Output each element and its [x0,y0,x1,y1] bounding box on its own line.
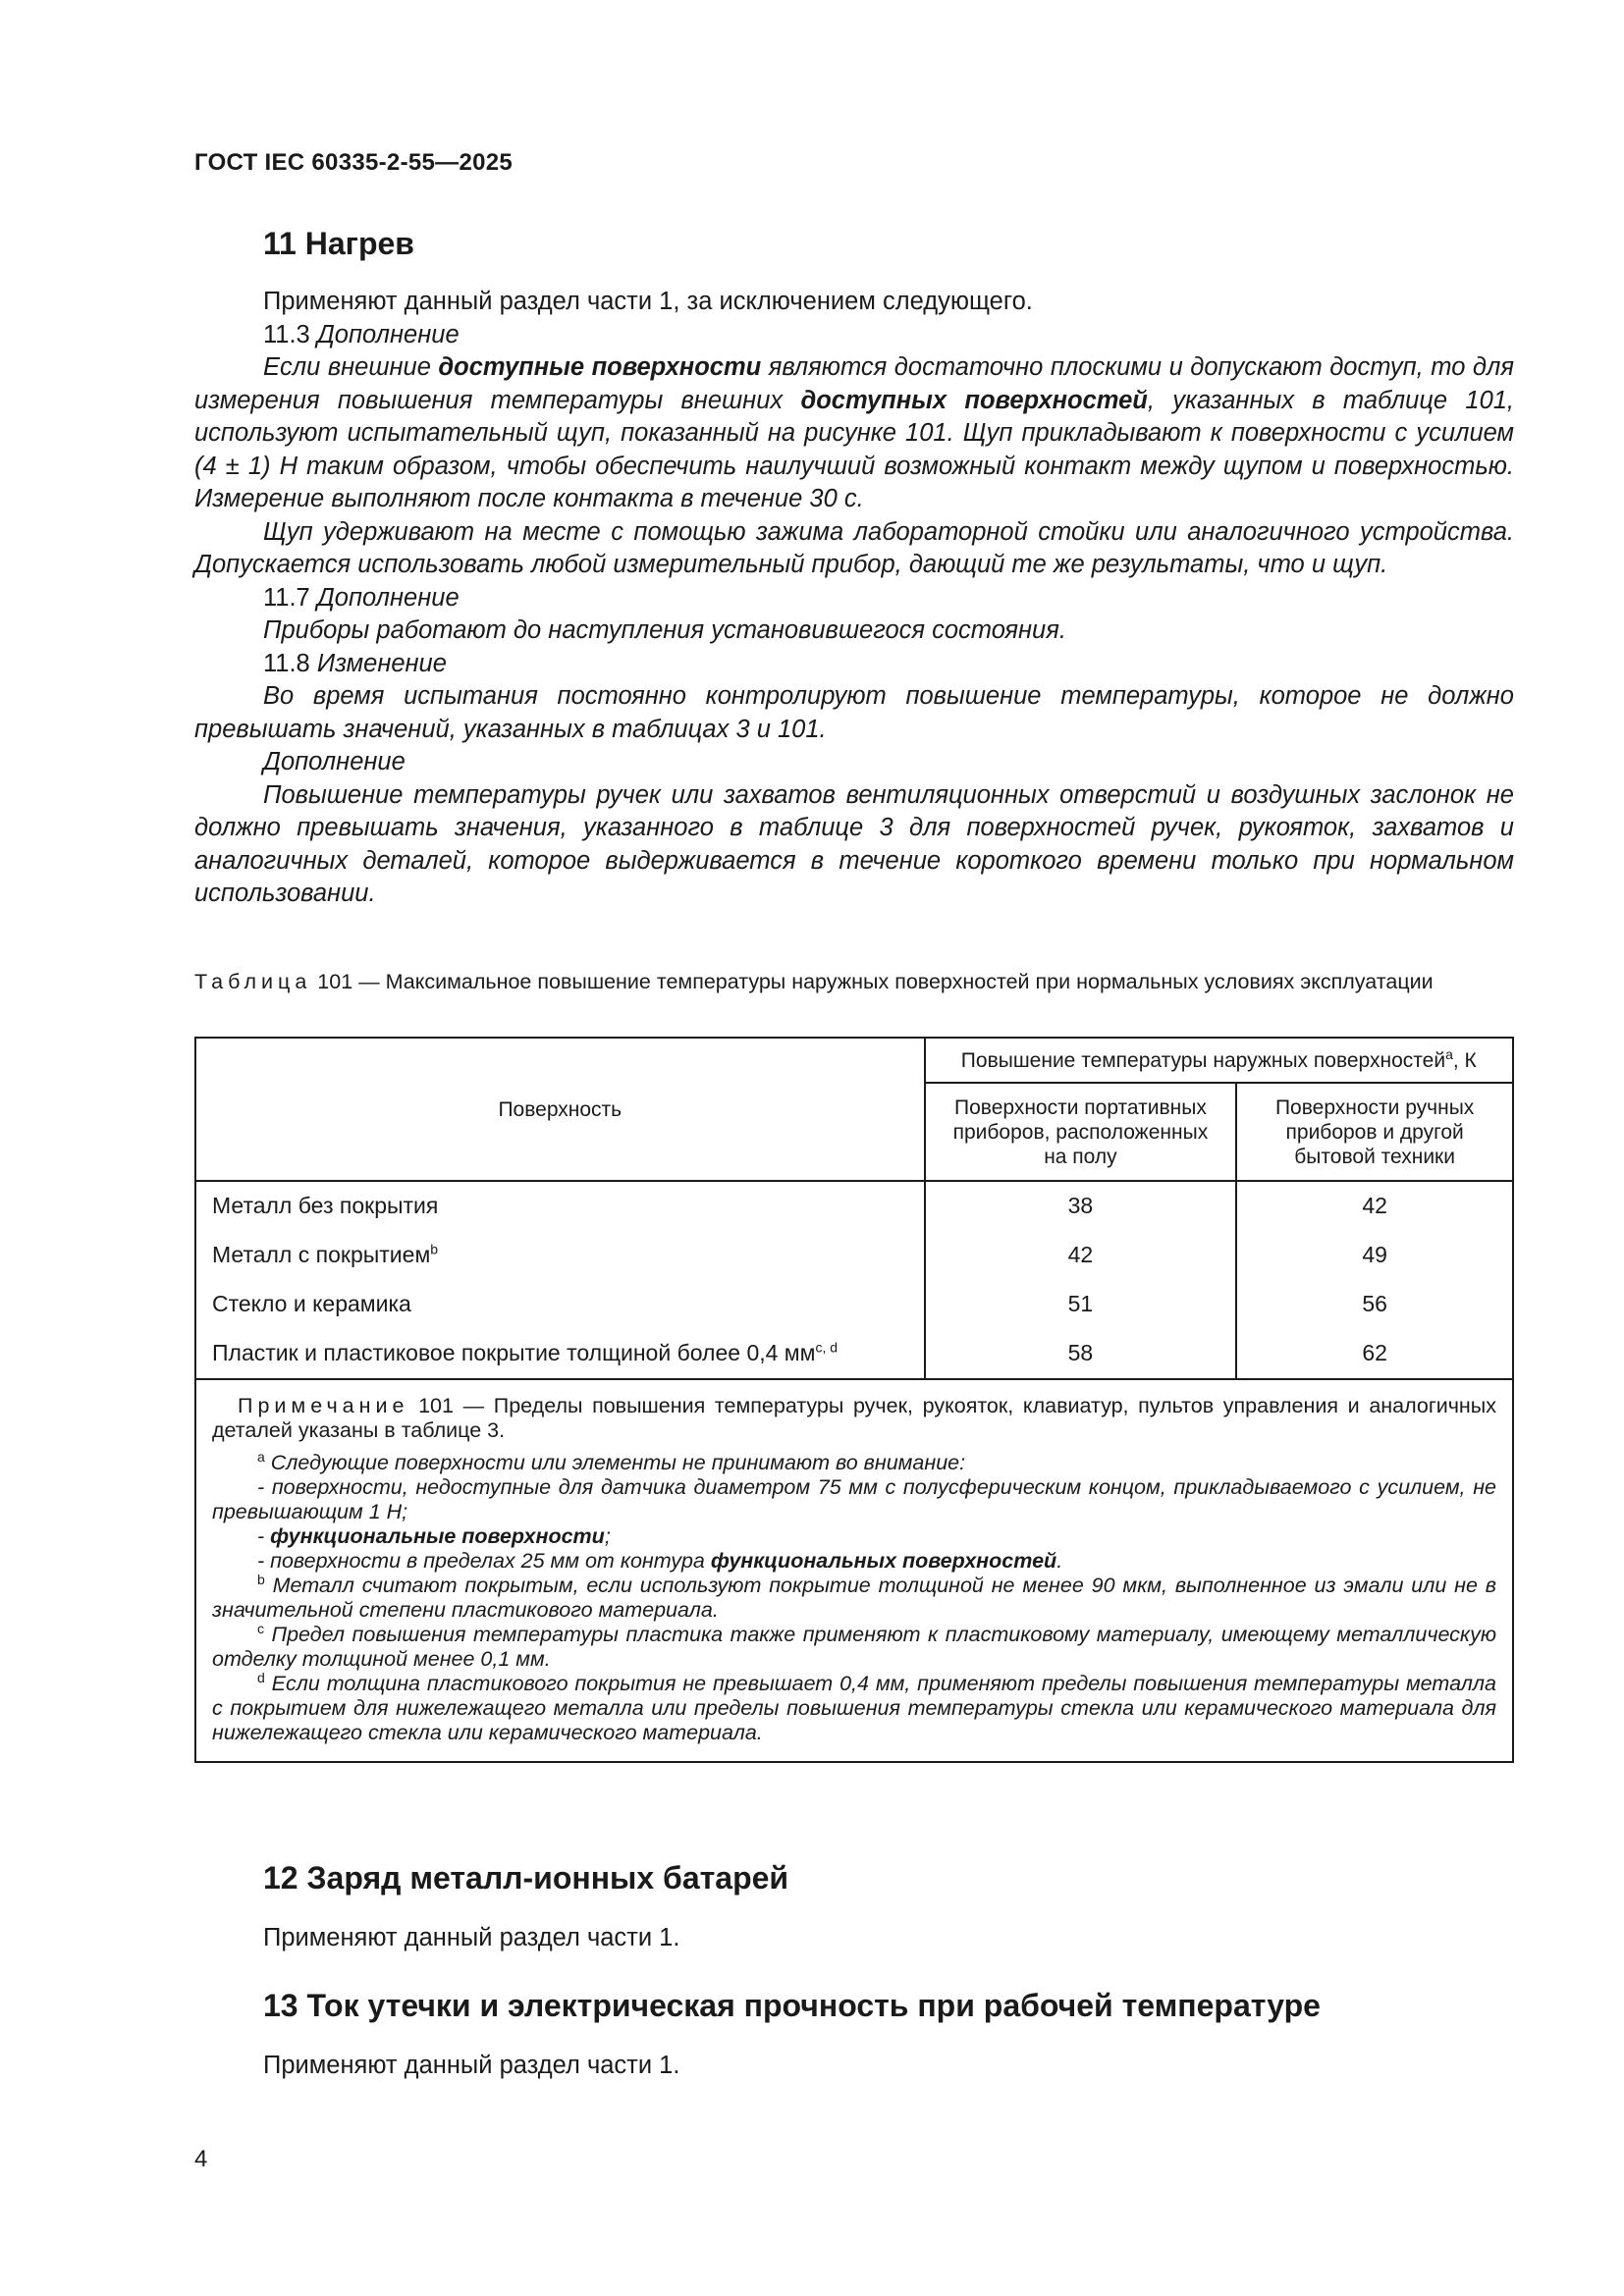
footnote-b: $^b$ Металл считают покрытым, если используют покрытие толщиной не менее 90 мкм, выполненное из эмали или не в значительной степени пластикового материала. [212,1571,1496,1622]
page-number: 4 [194,2146,208,2172]
table-row: Металл с покрытием$^b$ 42 49 [195,1230,1513,1279]
table-note-101: Примечание 101 — Пределы повышения температуры ручек, рукояток, клавиатур, пультов управления и аналогичных деталей указаны в таблице 3. [212,1394,1496,1442]
table-header-floor-appliances: Поверхности портативных приборов, расположенных на полу [925,1083,1237,1181]
section-12 [194,1860,1514,1896]
table-header-group: Повышение температуры наружных поверхностей$^a$, К [925,1038,1513,1083]
clause-11-7-text: Приборы работают до наступления установившегося состояния. [263,616,1066,644]
section-13 [194,1988,1514,2024]
footnote-c: $^c$ Предел повышения температуры пластика также применяют к пластиковому материалу, имеющему металлическую отделку толщиной менее 0,1 мм. [212,1620,1496,1671]
table-row: Стекло и керамика 51 56 [195,1279,1513,1328]
footnote-a-item-3: - поверхности в пределах 25 мм от контура функциональных поверхностей. [257,1549,1063,1573]
clause-11-3-paragraph-1: Если внешние доступные поверхности являются достаточно плоскими и допускают доступ, то для измерения повышения температуры внешних доступных поверхностей, указанных в таблице 101, используют испытательный щуп, показанный на рисунке 101. Щуп прикладывают к поверхности с усилием (4 ± 1) Н таким образом, чтобы обеспечить наилучший возможный контакт между щупом и поверхностью. Измерение выполняют после контакта в течение 30 с. [194,353,1515,512]
footnote-a-item-2: - функциональные поверхности; [257,1524,611,1548]
section-11-title: 11 Нагрев [263,226,414,261]
footnote-d: $^d$ Если толщина пластикового покрытия не превышает 0,4 мм, применяют пределы повышения температуры металла с покрытием для нижележащего металла или пределы повышения температуры стекла или керамического материала для нижележащего стекла или керамического материала. [212,1669,1496,1744]
section-11-body [194,286,1514,911]
clause-11-3-paragraph-2: Щуп удерживают на месте с помощью зажима лабораторной стойки или аналогичного устройства. Допускается использовать любой измерительный прибор, дающий те же результаты, что и щуп. [194,517,1514,578]
clause-11-8-addition-text: Повышение температуры ручек или захватов вентиляционных отверстий и воздушных заслонок не должно превышать значения, указанного в таблице 3 для поверхностей ручек, рукояток, захватов и аналогичных деталей, которое выдерживается в течение короткого времени только при нормальном использовании. [194,780,1514,907]
section-13-text: Применяют данный раздел части 1. [263,2052,680,2079]
section-12-text: Применяют данный раздел части 1. [263,1924,680,1951]
section-11 [194,226,1514,262]
table-row: Пластик и пластиковое покрытие толщиной более 0,4 мм$^{c, d}$ 58 62 [195,1328,1513,1379]
table-101-caption: Таблица 101 — Максимальное повышение температуры наружных поверхностей при нормальных условиях эксплуатации [194,970,1434,993]
clause-11-8-addition-label: Дополнение [263,748,406,775]
table-101 [194,1037,1514,1763]
footnote-a: $^a$ Следующие поверхности или элементы не принимают во внимание: [257,1448,966,1474]
section-12-title: 12 Заряд металл-ионных батарей [263,1860,789,1896]
section-11-intro: Применяют данный раздел части 1, за исключением следующего. [263,288,1033,315]
document-header: ГОСТ IEC 60335-2-55—2025 [194,149,514,176]
clause-11-3-heading: 11.3 Дополнение [263,320,460,348]
term-accessible-surfaces: доступные поверхности [438,353,762,381]
term-accessible-surfaces-2: доступных поверхностей [800,386,1148,414]
clause-11-8-heading: 11.8 Изменение [263,649,447,677]
table-row: Металл без покрытия 38 42 [195,1181,1513,1230]
footnote-a-item-1: - поверхности, недоступные для датчика диаметром 75 мм с полусферическим концом, прикладываемого с усилием, не превышающим 1 Н; [212,1475,1496,1523]
clause-11-8-text: Во время испытания постоянно контролируют повышение температуры, которое не должно превышать значений, указанных в таблицах 3 и 101. [194,682,1514,743]
table-header-surface: Поверхность [195,1038,925,1181]
clause-11-7-heading: 11.7 Дополнение [263,583,460,612]
section-13-title: 13 Ток утечки и электрическая прочность при рабочей температуре [263,1988,1321,2023]
table-header-handheld-appliances: Поверхности ручных приборов и другой бытовой техники [1236,1083,1513,1181]
table-101-notes [195,1379,1513,1762]
